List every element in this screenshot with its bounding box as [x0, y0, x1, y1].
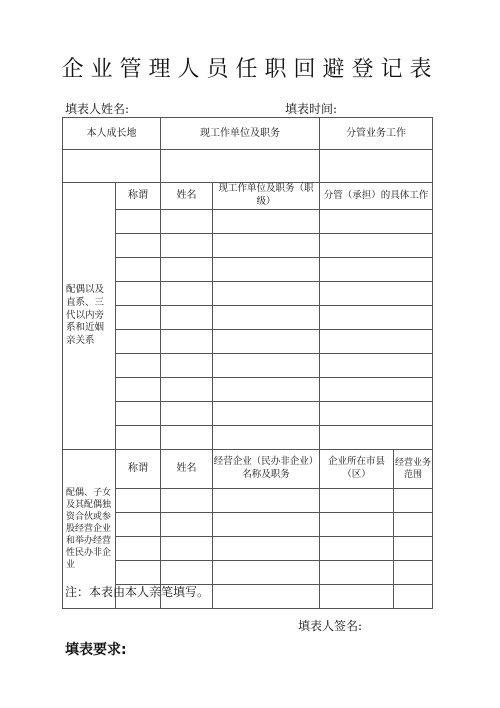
unit-cell[interactable]: [213, 354, 320, 378]
scope-cell[interactable]: [394, 513, 433, 537]
section1-col-name: 姓名: [161, 183, 213, 210]
relation-cell[interactable]: [116, 282, 161, 306]
relation-cell[interactable]: [116, 234, 161, 258]
section1-col-relation: 称谓: [116, 183, 161, 210]
enterprise-cell[interactable]: [213, 513, 320, 537]
managed-work-cell[interactable]: [320, 150, 433, 183]
duty-cell[interactable]: [320, 234, 433, 258]
footnote: 注：本表由本人亲笔填写。: [65, 585, 210, 599]
section2-col-enterprise: 经营企业（民办非企业）名称及职务: [213, 450, 320, 489]
table-row: [63, 426, 433, 450]
table-row: [63, 306, 433, 330]
table-row: [63, 561, 433, 585]
duty-cell[interactable]: [320, 210, 433, 234]
filler-name-label: 填表人姓名:: [65, 102, 130, 116]
relation-cell[interactable]: [116, 378, 161, 402]
section1-col-unit: 现工作单位及职务（职级）: [213, 183, 320, 210]
relation-cell[interactable]: [116, 330, 161, 354]
table-row: [63, 210, 433, 234]
table-row: [63, 402, 433, 426]
header-managed-work: 分管业务工作: [320, 118, 433, 150]
duty-cell[interactable]: [320, 306, 433, 330]
name-cell[interactable]: [161, 258, 213, 282]
name-cell[interactable]: [161, 561, 213, 585]
name-cell[interactable]: [161, 402, 213, 426]
relation-cell[interactable]: [116, 489, 161, 513]
unit-cell[interactable]: [213, 282, 320, 306]
duty-cell[interactable]: [320, 282, 433, 306]
unit-cell[interactable]: [213, 258, 320, 282]
relation-cell[interactable]: [116, 513, 161, 537]
table-row: [63, 330, 433, 354]
current-unit-cell[interactable]: [161, 150, 320, 183]
section2-col-scope: 经营业务范围: [394, 450, 433, 489]
section2-col-location: 企业所在市县（区）: [320, 450, 394, 489]
location-cell[interactable]: [320, 585, 394, 609]
enterprise-cell[interactable]: [213, 489, 320, 513]
name-cell[interactable]: [161, 426, 213, 450]
unit-cell[interactable]: [213, 210, 320, 234]
duty-cell[interactable]: [320, 330, 433, 354]
relation-cell[interactable]: [116, 354, 161, 378]
relation-cell[interactable]: [116, 561, 161, 585]
name-cell[interactable]: [161, 306, 213, 330]
scope-cell[interactable]: [394, 489, 433, 513]
registration-form-table: [62, 117, 433, 609]
relation-cell[interactable]: [116, 537, 161, 561]
relation-cell[interactable]: [116, 426, 161, 450]
header-current-unit: 现工作单位及职务: [161, 118, 320, 150]
name-cell[interactable]: [161, 330, 213, 354]
table-row: [63, 354, 433, 378]
scope-cell[interactable]: [394, 561, 433, 585]
duty-cell[interactable]: [320, 258, 433, 282]
name-cell[interactable]: [161, 282, 213, 306]
section2-col-relation: 称谓: [116, 450, 161, 489]
relation-cell[interactable]: [116, 210, 161, 234]
location-cell[interactable]: [320, 489, 394, 513]
location-cell[interactable]: [320, 513, 394, 537]
name-cell[interactable]: [161, 378, 213, 402]
unit-cell[interactable]: [213, 234, 320, 258]
table-row: [63, 258, 433, 282]
duty-cell[interactable]: [320, 426, 433, 450]
location-cell[interactable]: [320, 561, 394, 585]
section1-col-duty: 分管（承担）的具体工作: [320, 183, 433, 210]
name-cell[interactable]: [161, 354, 213, 378]
birthplace-cell[interactable]: [63, 150, 161, 183]
requirements-heading: 填表要求:: [65, 642, 127, 658]
scope-cell[interactable]: [394, 585, 433, 609]
scope-cell[interactable]: [394, 537, 433, 561]
table-row: [63, 489, 433, 513]
section2-col-name: 姓名: [161, 450, 213, 489]
section1-label: 配偶以及直系、三代以内旁系和近姻亲关系: [63, 183, 116, 450]
section2-label: 配偶、子女及其配偶独资合伙或参股经营企业和举办经营性民办非企业: [63, 450, 116, 609]
table-row: [63, 513, 433, 537]
duty-cell[interactable]: [320, 378, 433, 402]
duty-cell[interactable]: [320, 402, 433, 426]
unit-cell[interactable]: [213, 306, 320, 330]
unit-cell[interactable]: [213, 330, 320, 354]
signature-label: 填表人签名:: [298, 619, 363, 633]
name-cell[interactable]: [161, 537, 213, 561]
relation-cell[interactable]: [116, 306, 161, 330]
unit-cell[interactable]: [213, 402, 320, 426]
name-cell[interactable]: [161, 234, 213, 258]
relation-cell[interactable]: [116, 258, 161, 282]
page-title: 企业管理人员任职回避登记表: [61, 57, 439, 82]
duty-cell[interactable]: [320, 354, 433, 378]
relation-cell[interactable]: [116, 402, 161, 426]
table-row: [63, 234, 433, 258]
unit-cell[interactable]: [213, 426, 320, 450]
header-birthplace: 本人成长地: [63, 118, 161, 150]
name-cell[interactable]: [161, 210, 213, 234]
table-row: [63, 282, 433, 306]
unit-cell[interactable]: [213, 378, 320, 402]
enterprise-cell[interactable]: [213, 537, 320, 561]
name-cell[interactable]: [161, 489, 213, 513]
table-row: [63, 378, 433, 402]
fill-time-label: 填表时间:: [285, 102, 338, 116]
table-row: [63, 537, 433, 561]
enterprise-cell[interactable]: [213, 585, 320, 609]
name-cell[interactable]: [161, 513, 213, 537]
enterprise-cell[interactable]: [213, 561, 320, 585]
location-cell[interactable]: [320, 537, 394, 561]
